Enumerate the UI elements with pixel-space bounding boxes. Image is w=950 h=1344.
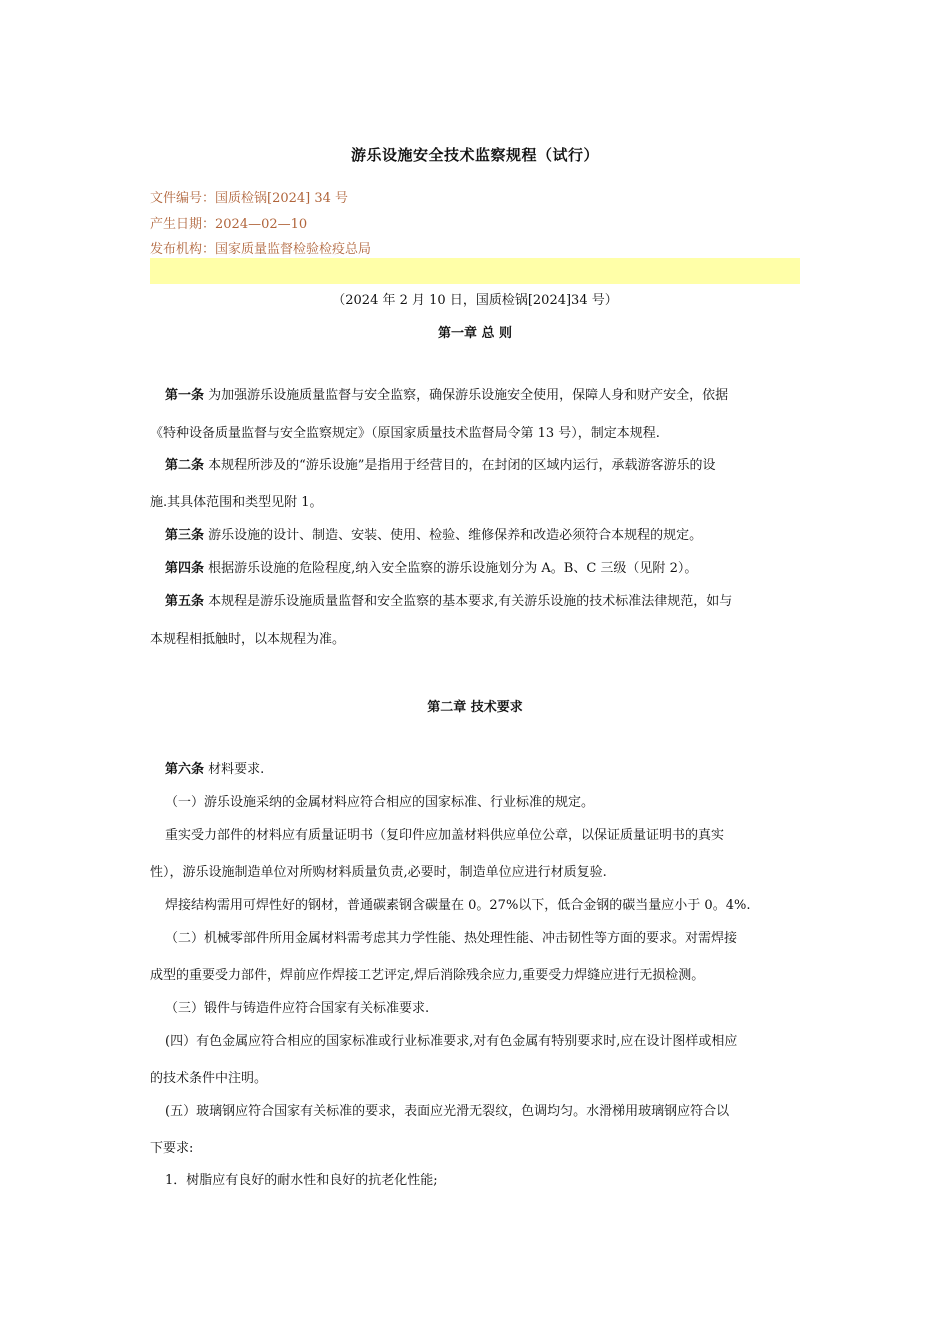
date-row [150, 213, 307, 232]
article-1-cont: 《特种设备质量监督与安全监察规定》（原国家质量技术监督局令第 13 号），制定本规程. [150, 426, 660, 441]
paragraph-7: (五）玻璃钢应符合国家有关标准的要求，表面应光滑无裂纹，色调均匀。水滑梯用玻璃钢应符合以 [165, 1104, 730, 1119]
paragraph-7-cont: 下要求: [150, 1141, 194, 1156]
article-3-text: 游乐设施的设计、制造、安装、使用、检验、维修保养和改造必须符合本规程的规定。 [204, 528, 703, 543]
article-2-text: 本规程所涉及的“游乐设施”是指用于经营目的，在封闭的区域内运行，承载游客游乐的设 [204, 458, 716, 473]
chapter-1-heading: 第一章 总 则 [437, 326, 513, 341]
paragraph-1: （一）游乐设施采纳的金属材料应符合相应的国家标准、行业标准的规定。 [165, 795, 595, 810]
article-5 [150, 593, 815, 611]
article-2-cont: 施.其具体范围和类型见附 1。 [150, 495, 323, 510]
article-5-head: 第五条 [165, 594, 205, 609]
file-number-label: 文件编号： [150, 191, 216, 206]
article-4 [150, 560, 815, 578]
paragraph-2-cont: 性），游乐设施制造单位对所购材料质量负责,必要时，制造单位应进行材质复验. [150, 865, 607, 880]
organization-label: 发布机构： [150, 242, 216, 257]
paragraph-4-cont: 成型的重要受力部件，焊前应作焊接工艺评定,焊后消除残余应力,重要受力焊缝应进行无损检测。 [150, 968, 705, 983]
article-1-text: 为加强游乐设施质量监督与安全监察，确保游乐设施安全使用，保障人身和财产安全，依据 [204, 388, 729, 403]
article-6-text: 材料要求. [204, 762, 265, 777]
document-title: 游乐设施安全技术监察规程（试行） [350, 146, 599, 164]
article-3-head: 第三条 [165, 528, 205, 543]
article-2 [150, 457, 815, 475]
article-5-text: 本规程是游乐设施质量监督和安全监察的基本要求,有关游乐设施的技术标准法律规范，如与 [204, 594, 733, 609]
paragraph-6-cont: 的技术条件中注明。 [150, 1071, 268, 1086]
document-subtitle: （2024 年 2 月 10 日，国质检锅[2024]34 号） [332, 293, 618, 308]
article-1-head: 第一条 [165, 388, 205, 403]
date-value: 2024—02—10 [215, 217, 308, 232]
chapter-2-heading: 第二章 技术要求 [427, 700, 523, 715]
article-3 [150, 527, 815, 545]
paragraph-3: 焊接结构需用可焊性好的钢材，普通碳素钢含碳量在 0。27%以下，低合金钢的碳当量应小于 0。4%. [165, 898, 751, 913]
date-label: 产生日期： [150, 217, 216, 232]
article-1 [150, 387, 815, 405]
article-4-text: 根据游乐设施的危险程度,纳入安全监察的游乐设施划分为 A。B、C 三级（见附 2）。 [204, 561, 698, 576]
file-number-value: 国质检锅[2024] 34 号 [215, 191, 349, 206]
highlight-bar [150, 258, 800, 284]
article-6 [150, 761, 815, 779]
article-6-head: 第六条 [165, 762, 205, 777]
paragraph-4: （二）机械零部件所用金属材料需考虑其力学性能、热处理性能、冲击韧性等方面的要求。对需焊接 [165, 931, 738, 946]
organization-value: 国家质量监督检验检疫总局 [215, 242, 372, 257]
paragraph-8: 1．树脂应有良好的耐水性和良好的抗老化性能; [165, 1173, 438, 1188]
paragraph-5: （三）锻件与铸造件应符合国家有关标准要求. [165, 1001, 430, 1016]
article-2-head: 第二条 [165, 458, 205, 473]
file-number-row [150, 187, 348, 206]
organization-row [150, 238, 371, 257]
article-5-cont: 本规程相抵触时，以本规程为准。 [150, 632, 346, 647]
paragraph-2: 重实受力部件的材料应有质量证明书（复印件应加盖材料供应单位公章，以保证质量证明书的真实 [165, 828, 725, 843]
article-4-head: 第四条 [165, 561, 205, 576]
paragraph-6: (四）有色金属应符合相应的国家标准或行业标准要求,对有色金属有特别要求时,应在设计图样或相应 [165, 1034, 738, 1049]
